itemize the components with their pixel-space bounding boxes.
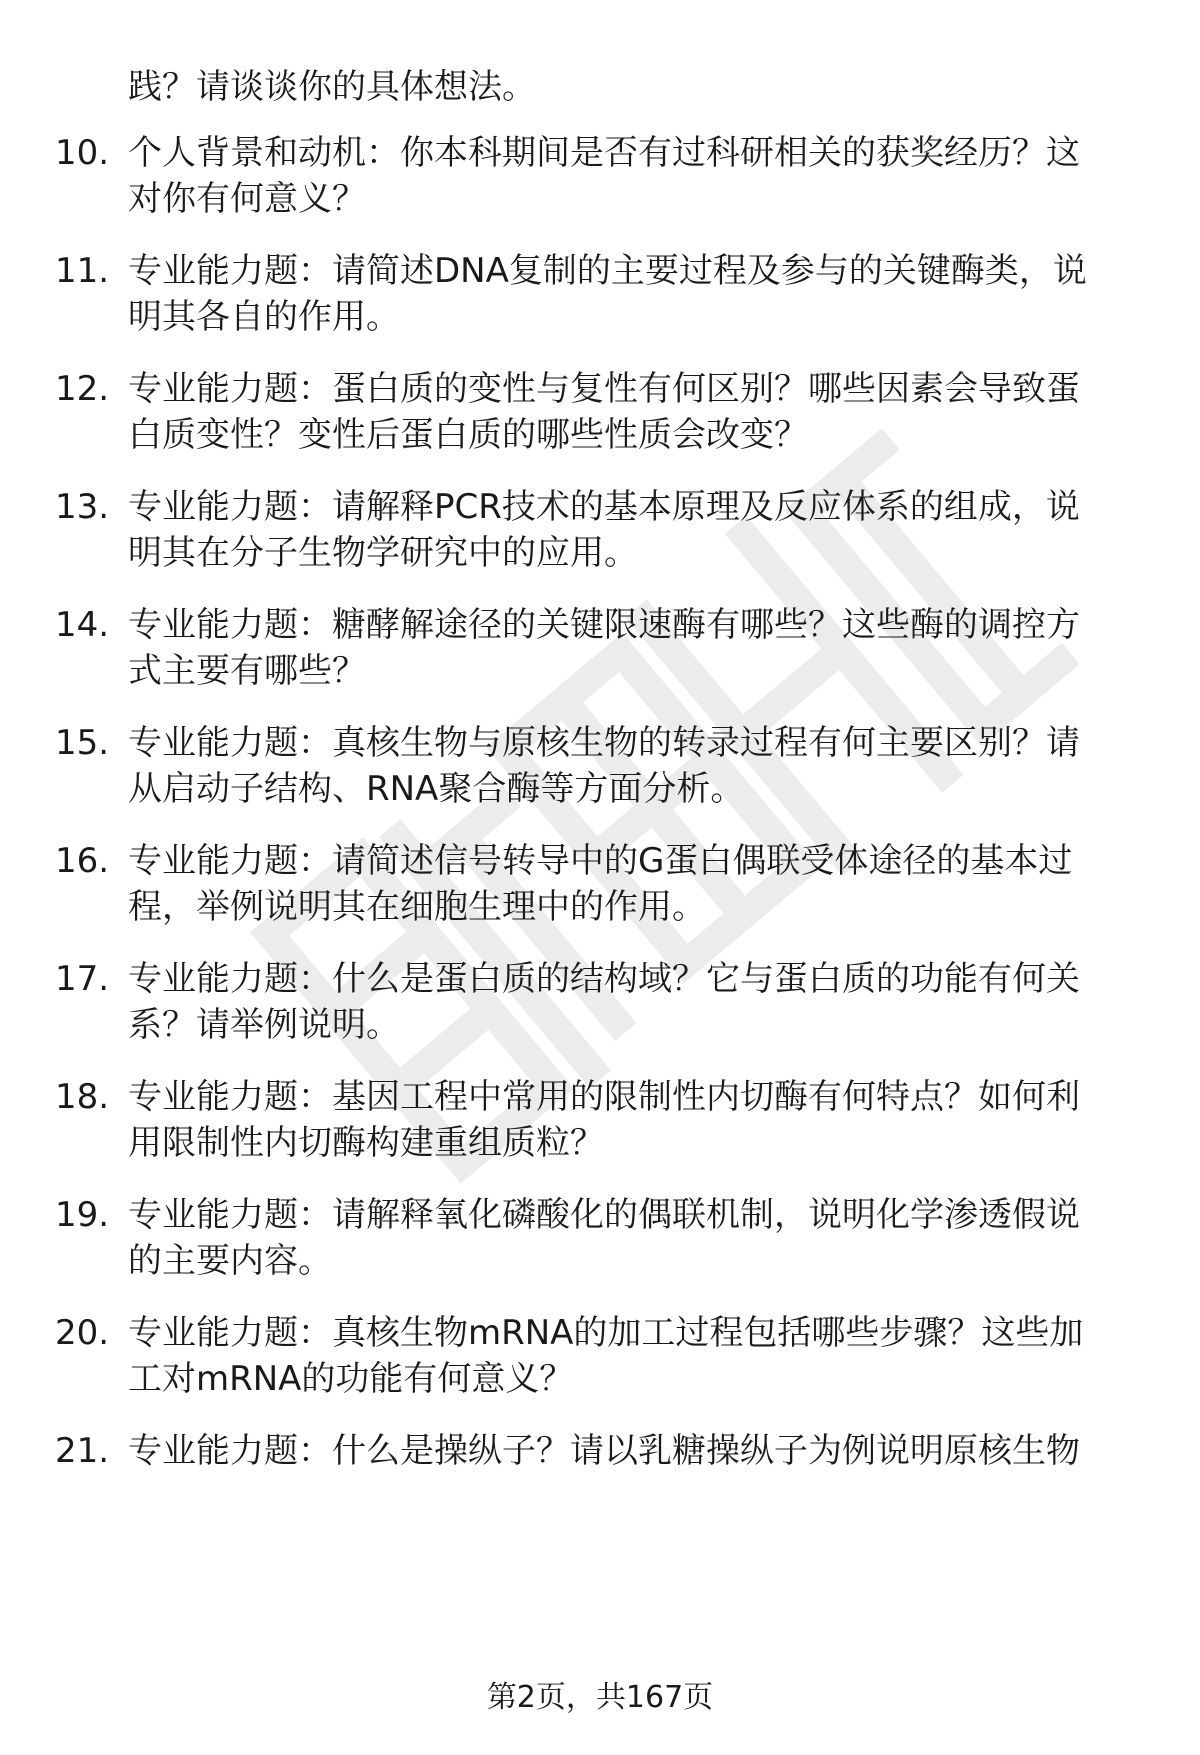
question-number: 15. xyxy=(55,723,110,763)
question-number: 19. xyxy=(55,1195,110,1235)
list-item xyxy=(0,130,1200,230)
question-text: 专业能力题：请简述DNA复制的主要过程及参与的关键酶类，说 明其各自的作用。 xyxy=(128,251,1087,337)
list-item xyxy=(0,366,1200,466)
question-number: 20. xyxy=(55,1313,110,1353)
list-item xyxy=(0,720,1200,820)
question-text: 专业能力题：真核生物与原核生物的转录过程有何主要区别？请 从启动子结构、RNA聚合酶等方面分析。 xyxy=(128,723,1080,809)
list-item xyxy=(0,248,1200,348)
question-number: 13. xyxy=(55,487,110,527)
question-text: 专业能力题：请解释氧化磷酸化的偶联机制，说明化学渗透假说 的主要内容。 xyxy=(128,1195,1080,1281)
question-number: 16. xyxy=(55,841,110,881)
question-number: 11. xyxy=(55,251,110,291)
question-text: 专业能力题：基因工程中常用的限制性内切酶有何特点？如何利 用限制性内切酶构建重组质粒？ xyxy=(128,1077,1080,1163)
list-item xyxy=(0,602,1200,702)
question-number: 12. xyxy=(55,369,110,409)
page-footer: 第2页，共167页 xyxy=(486,1680,714,1715)
question-text: 专业能力题：糖酵解途径的关键限速酶有哪些？这些酶的调控方 式主要有哪些？ xyxy=(128,605,1080,691)
question-text: 专业能力题：真核生物mRNA的加工过程包括哪些步骤？这些加 工对mRNA的功能有何意义？ xyxy=(128,1313,1084,1399)
question-text: 专业能力题：蛋白质的变性与复性有何区别？哪些因素会导致蛋 白质变性？变性后蛋白质的哪些性质会改变？ xyxy=(128,369,1080,455)
question-number: 10. xyxy=(55,133,110,173)
list-item xyxy=(0,1310,1200,1410)
question-text: 专业能力题：什么是蛋白质的结构域？它与蛋白质的功能有何关 系？请举例说明。 xyxy=(128,959,1080,1045)
list-item xyxy=(0,1192,1200,1292)
continued-text: 践？请谈谈你的具体想法。 xyxy=(128,67,536,107)
question-text: 个人背景和动机：你本科期间是否有过科研相关的获奖经历？这 对你有何意义？ xyxy=(128,133,1080,219)
question-number: 14. xyxy=(55,605,110,645)
question-text: 专业能力题：请简述信号转导中的G蛋白偶联受体途径的基本过 程，举例说明其在细胞生理中的作用。 xyxy=(128,841,1073,927)
list-item xyxy=(0,1074,1200,1174)
question-number: 21. xyxy=(55,1431,110,1471)
list-item xyxy=(0,838,1200,938)
list-item xyxy=(0,484,1200,584)
question-number: 17. xyxy=(55,959,110,999)
list-item xyxy=(0,1428,1200,1528)
question-text: 专业能力题：请解释PCR技术的基本原理及反应体系的组成，说 明其在分子生物学研究中的应用。 xyxy=(128,487,1080,573)
list-item xyxy=(0,956,1200,1056)
question-number: 18. xyxy=(55,1077,110,1117)
question-text: 专业能力题：什么是操纵子？请以乳糖操纵子为例说明原核生物 xyxy=(128,1431,1080,1471)
